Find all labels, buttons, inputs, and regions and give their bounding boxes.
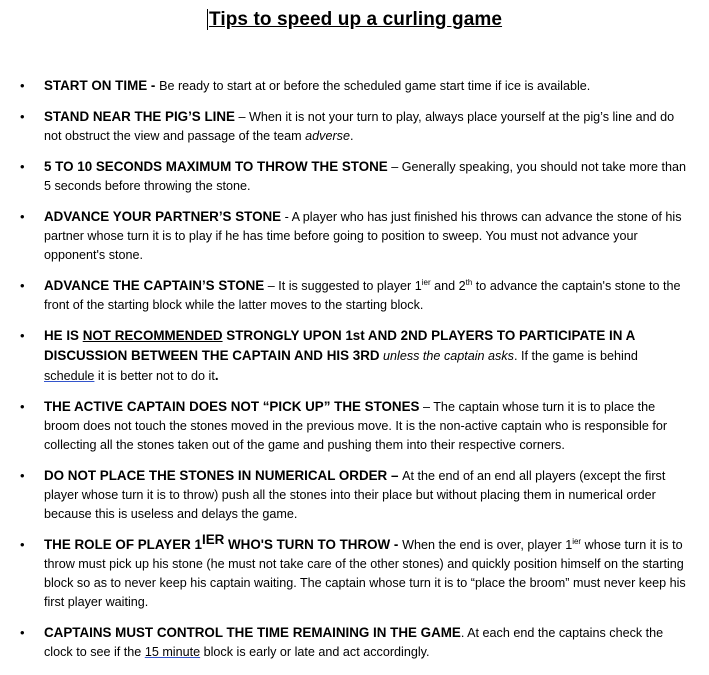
tip-heading: 5 TO 10 SECONDS MAXIMUM TO THROW THE STONE <box>44 159 388 174</box>
tip-body: . If the game is behind <box>513 349 638 363</box>
bullet-icon: • <box>20 278 25 293</box>
tip-heading: THE ROLE OF PLAYER 1 <box>44 537 202 552</box>
tip-item-5 <box>20 276 686 315</box>
tip-heading: ADVANCE YOUR PARTNER’S STONE <box>44 209 282 224</box>
page-title: Tips to speed up a curling game <box>208 9 503 30</box>
bullet-icon: • <box>20 399 25 414</box>
tip-body: – The captain whose turn it is to place the broom does not touch the stones moved in the previous move. It is the non-active captain who is responsible for collecting all the stones taken out of the game and pushing them into their respective corners. <box>44 400 668 452</box>
tip-heading: CAPTAINS MUST CONTROL THE TIME REMAINING IN THE GAME <box>44 625 461 640</box>
tip-item-4 <box>20 207 686 265</box>
bullet-icon: • <box>20 625 25 640</box>
tips-list <box>20 76 686 662</box>
tip-heading: START ON TIME - <box>44 78 160 93</box>
tip-body-italic: unless the captain asks <box>379 349 514 363</box>
tip-body-italic: adverse <box>305 129 350 143</box>
tip-body-underlined: schedule <box>44 369 95 383</box>
tip-item-9 <box>20 531 686 612</box>
tip-item-6 <box>20 326 686 386</box>
tip-item-10 <box>20 623 686 662</box>
tip-heading-underlined: NOT RECOMMENDED <box>82 328 223 343</box>
bullet-icon: • <box>20 209 25 224</box>
tip-body: Be ready to start at or before the scheduled game start time if ice is available. <box>159 79 591 93</box>
tip-body-2: block is early or late and act accordingly. <box>200 645 430 659</box>
superscript: IER <box>202 531 225 547</box>
tip-heading-2: STRONGLY UPON 1st AND 2ND PLAYERS TO PARTICIPATE IN A DISCUSSION BETWEEN THE CAPTAIN AND HIS 3RD <box>44 328 635 363</box>
tip-body-2: and 2 <box>430 279 466 293</box>
bullet-icon: • <box>20 78 25 93</box>
tip-item-7 <box>20 397 686 455</box>
tip-item-8 <box>20 466 686 524</box>
tip-body: - A player who has just finished his throws can advance the stone of his partner whose turn it is to play if he has time before going to position to sweep. You must not advance your opponent's stone. <box>44 210 682 262</box>
tip-item-3 <box>20 157 686 196</box>
superscript: th <box>465 277 473 287</box>
bullet-icon: • <box>20 109 25 124</box>
tip-body: – It is suggested to player 1 <box>264 279 422 293</box>
tip-body: – Generally speaking, you should not take more than 5 seconds before throwing the stone. <box>44 160 686 193</box>
tip-body: – When it is not your turn to play, always place yourself at the pig’s line and do not obstruct the view and passage of the team <box>44 110 675 143</box>
bullet-icon: • <box>20 328 25 343</box>
bullet-icon: • <box>20 468 25 483</box>
tip-body-3: to advance the captain's stone to the front of the starting block while the latter moves to the starting block. <box>44 279 681 312</box>
tip-item-1 <box>20 76 686 96</box>
tip-heading-2: WHO'S TURN TO THROW - <box>224 537 403 552</box>
tip-body-2: it is better not to do it <box>94 369 215 383</box>
tip-heading: HE IS <box>44 328 83 343</box>
bullet-icon: • <box>20 537 25 552</box>
superscript: ier <box>572 536 582 546</box>
tip-body-2: whose turn it is to throw must pick up his stone (he must not take care of the other stones) and quickly position himself on the starting block so as to never keep his captain waiting. The captain whose turn it is to “place the broom” must never keep his first player waiting. <box>44 538 686 609</box>
superscript: ier <box>421 277 431 287</box>
tip-body-bold: . <box>214 368 219 383</box>
tip-body: When the end is over, player 1 <box>402 538 573 552</box>
bullet-icon: • <box>20 159 25 174</box>
tip-body: . At each end the captains check the clock to see if the <box>44 626 664 659</box>
tip-heading: ADVANCE THE CAPTAIN’S STONE <box>44 278 265 293</box>
tip-body-end: . <box>349 129 354 143</box>
tip-heading: THE ACTIVE CAPTAIN DOES NOT “PICK UP” THE STONES <box>44 399 420 414</box>
tip-item-2 <box>20 107 686 146</box>
tip-body-underlined: 15 minute <box>144 645 201 659</box>
tip-heading: DO NOT PLACE THE STONES IN NUMERICAL ORDER – <box>44 468 403 483</box>
tip-heading: STAND NEAR THE PIG’S LINE <box>44 109 235 124</box>
tip-body: At the end of an end all players (except the first player whose turn it is to throw) push all the stones into their place but without placing them in numerical order because this is useless and delays the game. <box>44 469 666 521</box>
